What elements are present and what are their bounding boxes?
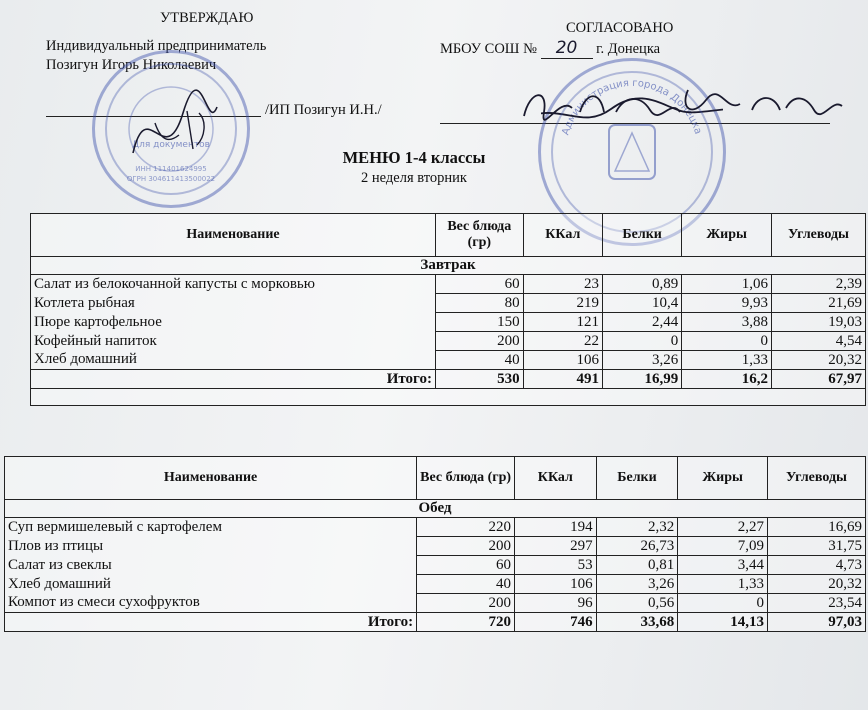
dish-protein: 26,73 — [596, 537, 678, 556]
dish-name: Пюре картофельное — [31, 313, 436, 332]
approve-title: УТВЕРЖДАЮ — [160, 10, 254, 26]
dish-protein: 0,56 — [596, 594, 678, 613]
dish-fat: 7,09 — [678, 537, 768, 556]
table-row — [31, 294, 866, 313]
dish-carbs: 4,54 — [772, 332, 866, 351]
dish-kcal: 121 — [523, 313, 602, 332]
col-header-protein: Белки — [602, 214, 681, 257]
dish-name: Салат из белокочанной капусты с морковью — [31, 275, 436, 294]
breakfast-table — [30, 213, 866, 406]
dish-protein: 10,4 — [602, 294, 681, 313]
table-row — [5, 575, 866, 594]
dish-name: Плов из птицы — [5, 537, 417, 556]
dish-carbs: 16,69 — [768, 518, 866, 537]
col-header-weight: Вес блюда (гр) — [435, 214, 523, 257]
breakfast-total-row — [31, 370, 866, 389]
dish-fat: 9,93 — [682, 294, 772, 313]
dish-fat: 1,06 — [682, 275, 772, 294]
col-header-name: Наименование — [5, 457, 417, 500]
total-weight: 720 — [417, 613, 515, 632]
table-row — [31, 275, 866, 294]
total-protein: 16,99 — [602, 370, 681, 389]
dish-kcal: 219 — [523, 294, 602, 313]
agree-org-prefix: МБОУ СОШ № — [440, 41, 537, 57]
total-weight: 530 — [435, 370, 523, 389]
dish-name: Суп вермишелевый с картофелем — [5, 518, 417, 537]
col-header-carbs: Углеводы — [772, 214, 866, 257]
lunch-table — [4, 456, 866, 632]
col-header-kcal: ККал — [523, 214, 602, 257]
dish-protein: 0,89 — [602, 275, 681, 294]
dish-fat: 3,88 — [682, 313, 772, 332]
section-label-lunch: Обед — [5, 500, 866, 518]
table-row — [5, 556, 866, 575]
table-row — [5, 518, 866, 537]
approve-signature-name: /ИП Позигун И.Н./ — [265, 102, 382, 118]
breakfast-spacer-row — [31, 389, 866, 406]
dish-kcal: 297 — [515, 537, 597, 556]
dish-protein: 0 — [602, 332, 681, 351]
dish-carbs: 4,73 — [768, 556, 866, 575]
dish-kcal: 96 — [515, 594, 597, 613]
total-fat: 14,13 — [678, 613, 768, 632]
col-header-weight: Вес блюда (гр) — [417, 457, 515, 500]
seal-right-text: Администрация города Донецка — [560, 77, 704, 137]
dish-name: Компот из смеси сухофруктов — [5, 594, 417, 613]
dish-carbs: 19,03 — [772, 313, 866, 332]
dish-name: Кофейный напиток — [31, 332, 436, 351]
approve-role: Индивидуальный предприниматель — [46, 38, 267, 54]
total-carbs: 97,03 — [768, 613, 866, 632]
dish-name: Хлеб домашний — [31, 351, 436, 370]
dish-carbs: 20,32 — [768, 575, 866, 594]
dish-kcal: 53 — [515, 556, 597, 575]
dish-kcal: 23 — [523, 275, 602, 294]
dish-fat: 2,27 — [678, 518, 768, 537]
dish-carbs: 2,39 — [772, 275, 866, 294]
agree-org — [440, 38, 660, 59]
page-title: МЕНЮ 1-4 классы — [342, 148, 486, 167]
dish-kcal: 194 — [515, 518, 597, 537]
total-fat: 16,2 — [682, 370, 772, 389]
table-row — [5, 537, 866, 556]
dish-fat: 3,44 — [678, 556, 768, 575]
col-header-kcal: ККал — [515, 457, 597, 500]
dish-weight: 60 — [417, 556, 515, 575]
total-protein: 33,68 — [596, 613, 678, 632]
seal-left-ogrn: ОГРН 304611413500022 — [126, 175, 216, 183]
agree-org-number: 20 — [541, 38, 593, 59]
total-carbs: 67,97 — [772, 370, 866, 389]
table-row — [5, 594, 866, 613]
page-subtitle: 2 неделя вторник — [361, 170, 467, 186]
table-row — [31, 332, 866, 351]
total-label: Итого: — [5, 613, 417, 632]
dish-protein: 3,26 — [596, 575, 678, 594]
dish-name: Хлеб домашний — [5, 575, 417, 594]
dish-kcal: 106 — [523, 351, 602, 370]
dish-fat: 1,33 — [682, 351, 772, 370]
dish-carbs: 20,32 — [772, 351, 866, 370]
empty-cell — [31, 389, 866, 406]
col-header-name: Наименование — [31, 214, 436, 257]
dish-fat: 0 — [682, 332, 772, 351]
table-row — [31, 313, 866, 332]
col-header-protein: Белки — [596, 457, 678, 500]
agree-signature-handwriting — [520, 82, 850, 126]
dish-weight: 220 — [417, 518, 515, 537]
dish-weight: 200 — [435, 332, 523, 351]
lunch-header-row — [5, 457, 866, 500]
col-header-fat: Жиры — [678, 457, 768, 500]
col-header-carbs: Углеводы — [768, 457, 866, 500]
col-header-fat: Жиры — [682, 214, 772, 257]
dish-fat: 0 — [678, 594, 768, 613]
dish-carbs: 31,75 — [768, 537, 866, 556]
table-row — [31, 351, 866, 370]
seal-left-text: Для документов — [132, 140, 210, 150]
dish-protein: 2,32 — [596, 518, 678, 537]
dish-weight: 150 — [435, 313, 523, 332]
seal-left-inn: ИНН 111401624995 — [135, 165, 207, 173]
agree-org-suffix: г. Донецка — [596, 41, 661, 57]
dish-protein: 2,44 — [602, 313, 681, 332]
dish-weight: 200 — [417, 537, 515, 556]
lunch-total-row — [5, 613, 866, 632]
dish-weight: 40 — [435, 351, 523, 370]
dish-kcal: 22 — [523, 332, 602, 351]
dish-protein: 3,26 — [602, 351, 681, 370]
section-label-breakfast: Завтрак — [31, 257, 866, 275]
dish-name: Котлета рыбная — [31, 294, 436, 313]
lunch-section-row — [5, 500, 866, 518]
dish-carbs: 21,69 — [772, 294, 866, 313]
total-kcal: 491 — [523, 370, 602, 389]
approve-name: Позигун Игорь Николаевич — [46, 57, 217, 73]
dish-protein: 0,81 — [596, 556, 678, 575]
dish-weight: 200 — [417, 594, 515, 613]
breakfast-header-row — [31, 214, 866, 257]
dish-name: Салат из свеклы — [5, 556, 417, 575]
dish-kcal: 106 — [515, 575, 597, 594]
dish-fat: 1,33 — [678, 575, 768, 594]
total-kcal: 746 — [515, 613, 597, 632]
breakfast-section-row — [31, 257, 866, 275]
total-label: Итого: — [31, 370, 436, 389]
dish-carbs: 23,54 — [768, 594, 866, 613]
dish-weight: 80 — [435, 294, 523, 313]
agree-title: СОГЛАСОВАНО — [566, 20, 674, 36]
dish-weight: 40 — [417, 575, 515, 594]
dish-weight: 60 — [435, 275, 523, 294]
